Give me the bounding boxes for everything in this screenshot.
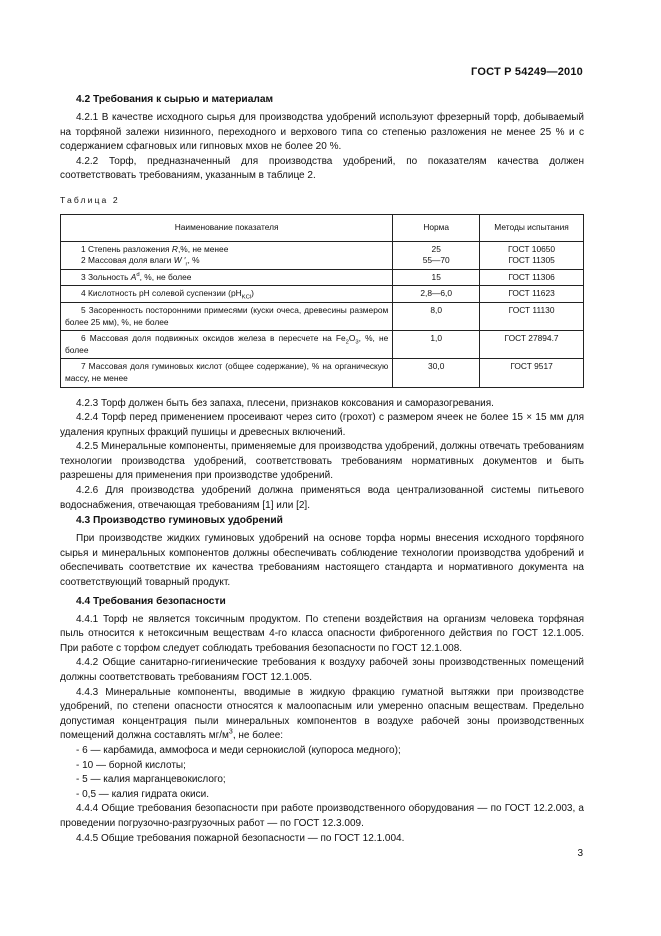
paragraph-4-2-4: 4.2.4 Торф перед применением просеивают через сито (грохот) с размером ячеек не более 15 × 15 мм для удаления крупных фракций пушицы и древесных включений.	[60, 412, 584, 438]
section-4-3-heading: 4.3 Производство гуминовых удобрений	[76, 515, 283, 527]
paragraph-4-2-3: 4.2.3 Торф должен быть без запаха, плесени, признаков коксования и саморазогревания.	[76, 397, 494, 409]
section-4-4-heading: 4.4 Требования безопасности	[76, 595, 226, 607]
paragraph-4-2-2: 4.2.2 Торф, предназначенный для производства удобрений, по показателям качества должен соответствовать требованиям, указанным в таблице 2.	[60, 155, 584, 182]
table-row	[61, 241, 584, 269]
column-header-method: Методы испытания	[480, 214, 584, 241]
table-row	[61, 359, 584, 387]
table-cell-method: ГОСТ 10650 ГОСТ 11305	[480, 241, 584, 269]
paragraph-4-4-4: 4.4.4 Общие требования безопасности при работе производственного оборудования — по ГОСТ 12.2.003, а проведении погрузочно-разгрузочных работ — по ГОСТ 12.3.009.	[60, 803, 584, 829]
table-caption: Таблица 2	[60, 194, 120, 205]
table-cell-norm: 15	[393, 269, 480, 286]
list-item: - 10 — борной кислоты;	[76, 759, 186, 771]
document-body	[60, 92, 584, 846]
table-header-row	[61, 214, 584, 241]
paragraph-4-2-6: 4.2.6 Для производства удобрений должна применяться вода централизованной системы питьевого водоснабжения, отвечающая требованиям [1] или [2].	[60, 485, 584, 511]
paragraph-4-2-5: 4.2.5 Минеральные компоненты, применяемые для производства удобрений, должны отвечать требованиям технологии производства удобрений, соответствовать требованиям нормативных документов и быть разрешены для применения при производстве удобрений.	[60, 441, 584, 482]
section-4-2-heading: 4.2 Требования к сырью и материалам	[76, 94, 274, 105]
requirements-table	[60, 214, 584, 388]
paragraph-4-4-3: 4.4.3 Минеральные компоненты, вводимые в жидкую фракцию гуматной вытяжки при производстве удобрений, по степени опасности относятся к малоопасным или умеренно опасным веществам. Предельно допустимая концентрация пыли минеральных компонентов в воздухе рабочей зоны производственных помещений должна составлять $мг/м^3$, не более:	[60, 686, 584, 742]
table-cell-norm: 25 55—70	[393, 241, 480, 269]
table-cell-method: ГОСТ 27894.7	[480, 331, 584, 359]
column-header-name: Наименование показателя	[61, 214, 393, 241]
table-row	[61, 331, 584, 359]
page-number: 3	[577, 848, 583, 859]
table-cell-norm: 1,0	[393, 331, 480, 359]
table-cell-name: 4 Кислотность рН солевой суспензии $(рН_{KCl})$	[61, 286, 393, 303]
paragraph-4-4-1: 4.4.1 Торф не является токсичным продуктом. По степени воздействия на организм человека торфяная пыль относится к нетоксичным веществам 4-го класса опасности фиброгенного действия по ГОСТ 12.1.005. При работе с торфом следует соблюдать требования безопасности по ГОСТ 12.1.008.	[60, 613, 584, 654]
paragraph-4-2-1: 4.2.1 В качестве исходного сырья для производства удобрений используют фрезерный торф, добываемый на торфяной залежи низинного, переходного и верхового типа со степенью разложения не менее 25 % и с содержанием сфагновых или гипновых мхов не более 20 %.	[60, 112, 584, 153]
table-row	[61, 302, 584, 330]
paragraph-4-4-5: 4.4.5 Общие требования пожарной безопасности — по ГОСТ 12.1.004.	[76, 832, 405, 844]
table-cell-name: 6 Массовая доля подвижных оксидов железа в пересчете на $Fe_2O_3$, %, не более	[61, 331, 393, 359]
table-row	[61, 286, 584, 303]
paragraph-4-3: При производстве жидких гуминовых удобрений на основе торфа нормы внесения исходного торфяного сырья и минеральных компонентов должны обеспечивать соблюдение технологии производства удобрений и обеспечивать соответствие их качества требованиям настоящего стандарта и нормативного документа на соответствующий товарный продукт.	[60, 533, 584, 589]
table-cell-norm: 30,0	[393, 359, 480, 387]
concentration-list	[60, 744, 584, 802]
document-header: ГОСТ Р 54249—2010	[471, 66, 583, 78]
table-cell-method: ГОСТ 11306	[480, 269, 584, 286]
list-item: - 0,5 — калия гидрата окиси.	[76, 788, 210, 800]
table-cell-name: 5 Засоренность посторонними примесями (куски очеса, древесины размером более 25 мм), %, не более	[61, 302, 393, 330]
table-cell-norm: 2,8—6,0	[393, 286, 480, 303]
paragraph-4-4-2: 4.4.2 Общие санитарно-гигиенические требования к воздуху рабочей зоны производственных помещений должны соответствовать требованиям ГОСТ 12.1.005.	[60, 657, 584, 683]
table-cell-method: ГОСТ 11130	[480, 302, 584, 330]
list-item: - 6 — карбамида, аммофоса и меди сернокислой (купороса медного);	[76, 744, 401, 756]
table-row	[61, 269, 584, 286]
table-cell-method: ГОСТ 11623	[480, 286, 584, 303]
table-cell-name: 1 Степень разложения R,%, не менее 2 Массовая доля влаги W $'_r$, %	[61, 241, 393, 269]
table-cell-name: 7 Массовая доля гуминовых кислот (общее содержание), % на органическую массу, не менее	[61, 359, 393, 387]
table-cell-method: ГОСТ 9517	[480, 359, 584, 387]
table-cell-norm: 8,0	[393, 302, 480, 330]
table-cell-name: 3 Зольность $A^d$, %, не более	[61, 269, 393, 286]
list-item: - 5 — калия марганцевокислого;	[76, 774, 226, 786]
column-header-norm: Норма	[393, 214, 480, 241]
